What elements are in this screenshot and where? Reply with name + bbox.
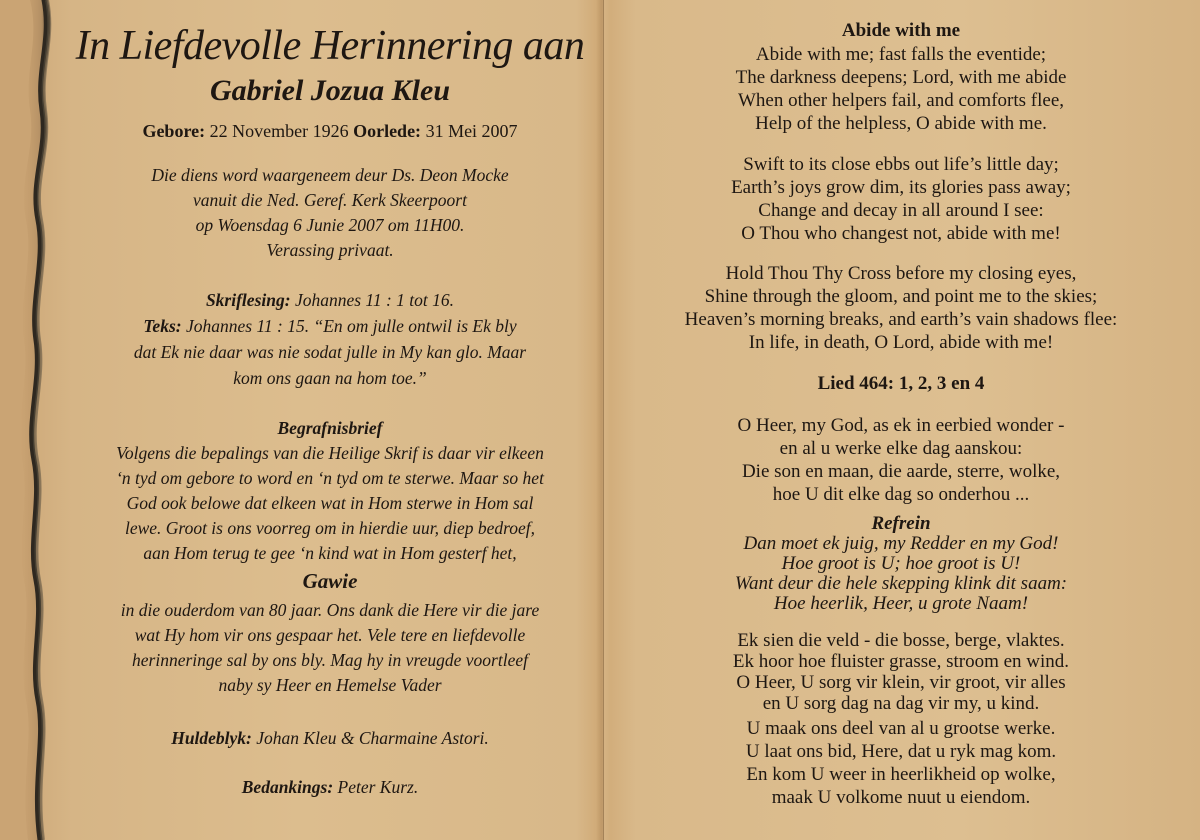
reading-text: Johannes 11 : 1 tot 16. bbox=[294, 290, 455, 310]
letter-line: in die ouderdom van 80 jaar. Ons dank die Here vir die jare bbox=[120, 600, 540, 620]
hymn2-title: Lied 464: 1, 2, 3 en 4 bbox=[817, 373, 985, 394]
service-line: op Woensdag 6 Junie 2007 om 11H00. bbox=[195, 215, 465, 235]
tribute-text: Johan Kleu & Charmaine Astori. bbox=[256, 728, 489, 748]
life-dates bbox=[70, 121, 590, 142]
letter-line: ‘n tyd om gebore to word en ‘n tyd om te sterwe. Maar so het bbox=[116, 468, 544, 488]
sermon-text bbox=[70, 316, 590, 337]
center-fold-line bbox=[603, 0, 604, 840]
memorial-title: In Liefdevolle Herinnering aan bbox=[75, 23, 585, 69]
died-label: Oorlede: bbox=[353, 121, 422, 141]
hymn-line: Shine through the gloom, and point me to the skies; bbox=[704, 286, 1098, 307]
hymn-line: O Heer, my God, as ek in eerbied wonder - bbox=[737, 415, 1065, 436]
hymn-line: hoe U dit elke dag so onderhou ... bbox=[772, 484, 1030, 505]
hymn-line: En kom U weer in heerlikheid op wolke, bbox=[746, 764, 1056, 785]
tribute bbox=[70, 728, 590, 749]
letter-line: Volgens die bepalings van die Heilige Skrif is daar vir elkeen bbox=[116, 443, 544, 463]
reading-label: Skriflesing: bbox=[205, 290, 291, 310]
thanks-label: Bedankings: bbox=[241, 777, 334, 797]
letter-line: lewe. Groot is ons voorreg om in hierdie uur, diep bedroef, bbox=[124, 518, 536, 538]
hymn-line: Hold Thou Thy Cross before my closing eyes, bbox=[725, 263, 1077, 284]
service-line: vanuit die Ned. Geref. Kerk Skeerpoort bbox=[193, 190, 467, 210]
hymn-line: U maak ons deel van al u grootse werke. bbox=[746, 718, 1056, 739]
born-date: 22 November 1926 bbox=[209, 121, 349, 141]
right-panel bbox=[612, 0, 1190, 840]
hymn-line: Ek hoor hoe fluister grasse, stroom en wind. bbox=[732, 651, 1070, 672]
letter-line: wat Hy hom vir ons gespaar het. Vele tere en liefdevolle bbox=[134, 625, 526, 645]
refrain-line: Want deur die hele skepping klink dit saam: bbox=[734, 573, 1068, 594]
hymn-line: Heaven’s morning breaks, and earth’s vain shadows flee: bbox=[684, 309, 1118, 330]
hymn-line: Swift to its close ebbs out life’s little day; bbox=[743, 154, 1059, 175]
text-label: Teks: bbox=[143, 316, 182, 336]
service-line: Die diens word waargeneem deur Ds. Deon Mocke bbox=[151, 165, 509, 185]
letter-line: aan Hom terug te gee ‘n kind wat in Hom gesterf het, bbox=[143, 543, 517, 563]
letter-line: naby sy Heer en Hemelse Vader bbox=[218, 675, 442, 695]
born-label: Gebore: bbox=[142, 121, 206, 141]
hymn-line: Change and decay in all around I see: bbox=[758, 200, 1044, 221]
hymn-line: maak U volkome nuut u eiendom. bbox=[771, 787, 1031, 808]
deceased-name: Gabriel Jozua Kleu bbox=[209, 74, 451, 107]
refrain-heading: Refrein bbox=[871, 513, 931, 534]
service-line: Verassing privaat. bbox=[266, 240, 394, 260]
hymn-line: Abide with me; fast falls the eventide; bbox=[755, 44, 1047, 65]
hymn-line: The darkness deepens; Lord, with me abide bbox=[735, 67, 1067, 88]
letter-line: herinneringe sal by ons bly. Mag hy in vreugde voortleef bbox=[132, 650, 528, 670]
hymn-line: O Thou who changest not, abide with me! bbox=[741, 223, 1061, 244]
scripture-reading bbox=[70, 290, 590, 311]
left-panel bbox=[70, 0, 590, 840]
hymn-line: Earth’s joys grow dim, its glories pass away; bbox=[731, 177, 1071, 198]
text-line: dat Ek nie daar was nie sodat julle in My kan glo. Maar bbox=[133, 342, 527, 362]
hymn-line: In life, in death, O Lord, abide with me! bbox=[748, 332, 1054, 353]
hymn-line: en U sorg dag na dag vir my, u kind. bbox=[762, 693, 1040, 714]
letter-heading: Begrafnisbrief bbox=[277, 418, 383, 438]
hymn-line: When other helpers fail, and comforts flee, bbox=[737, 90, 1065, 111]
hymn1-title: Abide with me bbox=[841, 20, 961, 41]
hymn-line: Ek sien die veld - die bosse, berge, vlaktes. bbox=[737, 630, 1065, 651]
hymn-line: Help of the helpless, O abide with me. bbox=[755, 113, 1047, 134]
hymn-line: en al u werke elke dag aanskou: bbox=[779, 438, 1023, 459]
refrain-line: Hoe groot is U; hoe groot is U! bbox=[781, 553, 1021, 574]
died-date: 31 Mei 2007 bbox=[425, 121, 518, 141]
refrain-line: Hoe heerlik, Heer, u grote Naam! bbox=[773, 593, 1029, 614]
hymn-line: U laat ons bid, Here, dat u ryk mag kom. bbox=[745, 741, 1057, 762]
text-line: kom ons gaan na hom toe.” bbox=[233, 368, 427, 388]
text-line: Johannes 11 : 15. “En om julle ontwil is Ek bly bbox=[185, 316, 517, 336]
tribute-label: Huldeblyk: bbox=[171, 728, 252, 748]
hymn-line: O Heer, U sorg vir klein, vir groot, vir alles bbox=[736, 672, 1066, 693]
letter-line: God ook belowe dat elkeen wat in Hom sterwe in Hom sal bbox=[126, 493, 534, 513]
hymn-line: Die son en maan, die aarde, sterre, wolke, bbox=[741, 461, 1061, 482]
thanks bbox=[70, 777, 590, 798]
nickname: Gawie bbox=[302, 569, 358, 593]
thanks-text: Peter Kurz. bbox=[337, 777, 419, 797]
refrain-line: Dan moet ek juig, my Redder en my God! bbox=[743, 533, 1059, 554]
